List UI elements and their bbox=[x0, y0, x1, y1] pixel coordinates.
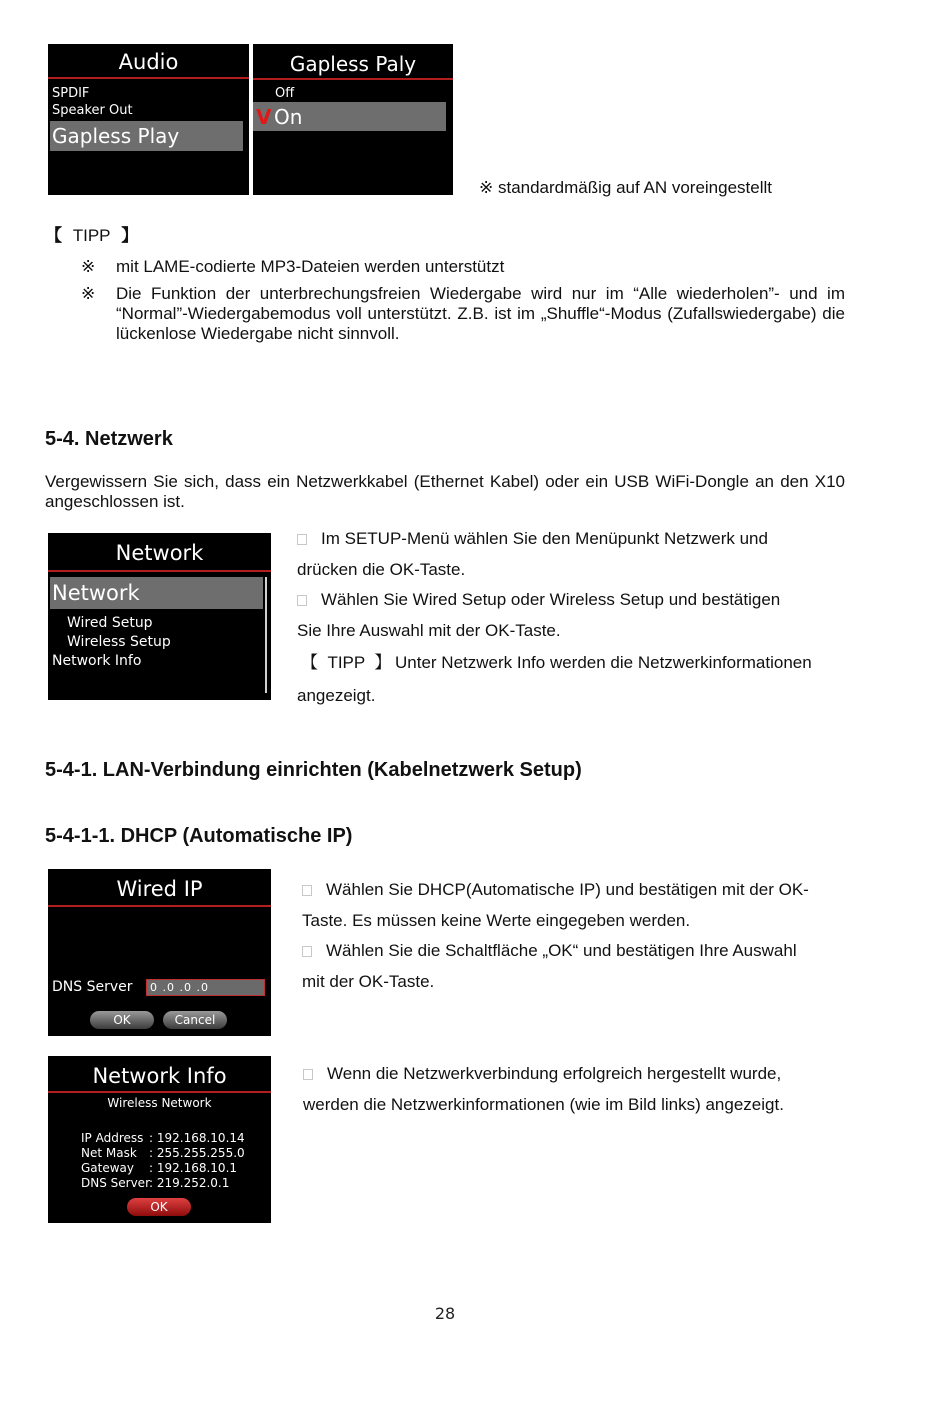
default-note: ※ standardmäßig auf AN voreingestellt bbox=[479, 178, 773, 197]
network-info-screenshot bbox=[48, 1056, 271, 1223]
checkmark-icon: V bbox=[256, 105, 272, 129]
page-number: 28 bbox=[434, 1304, 456, 1323]
gapless-menu-title: Gapless Paly bbox=[289, 52, 417, 76]
gapless-option-off: Off bbox=[275, 86, 295, 101]
tip-bracket-left: 【 bbox=[45, 226, 62, 245]
network-step-2a-text: Wählen Sie Wired Setup oder Wireless Setup und bestätigen bbox=[321, 590, 781, 609]
network-info-title: Network Info bbox=[92, 1064, 227, 1088]
info-key: Net Mask bbox=[81, 1146, 137, 1160]
info-step-2: werden die Netzwerkinformationen (wie im Bild links) angezeigt. bbox=[303, 1095, 784, 1114]
info-step-1-text: Wenn die Netzwerkverbindung erfolgreich hergestellt wurde, bbox=[327, 1064, 782, 1083]
network-tip-text-b: angezeigt. bbox=[297, 686, 376, 705]
tip-heading-text: TIPP bbox=[72, 226, 111, 245]
network-menu-item-network: Network bbox=[52, 581, 140, 605]
info-value: : 192.168.10.14 bbox=[149, 1131, 245, 1145]
audio-menu-item-speaker-out: Speaker Out bbox=[52, 103, 133, 118]
bullet-icon bbox=[297, 595, 307, 606]
audio-menu-item-spdif: SPDIF bbox=[52, 86, 90, 101]
gapless-option-on: On bbox=[274, 105, 303, 129]
network-step-1a bbox=[297, 529, 768, 549]
info-key: DNS Server bbox=[81, 1176, 150, 1190]
network-menu-title: Network bbox=[115, 541, 204, 565]
ok-button[interactable]: OK bbox=[90, 1011, 154, 1029]
network-tip-label: 【 TIPP 】 bbox=[301, 653, 392, 672]
dhcp-step-2b: mit der OK-Taste. bbox=[302, 972, 435, 991]
dhcp-step-1a bbox=[302, 880, 809, 900]
section-dhcp-heading: 5-4-1-1. DHCP (Automatische IP) bbox=[45, 825, 353, 847]
info-step-1 bbox=[303, 1064, 781, 1084]
bullet-icon bbox=[303, 1069, 313, 1080]
info-value: : 255.255.255.0 bbox=[149, 1146, 245, 1160]
dns-server-field[interactable] bbox=[146, 979, 265, 996]
bullet-icon bbox=[302, 885, 312, 896]
gapless-menu-screenshot bbox=[253, 44, 453, 195]
tip-heading bbox=[45, 226, 138, 246]
info-row-ip bbox=[81, 1131, 245, 1145]
info-value: : 219.252.0.1 bbox=[149, 1176, 230, 1190]
section-lan-heading: 5-4-1. LAN-Verbindung einrichten (Kabelnetzwerk Setup) bbox=[45, 759, 582, 781]
tip-bracket-right: 】 bbox=[121, 226, 139, 245]
audio-menu-screenshot bbox=[48, 44, 249, 195]
network-menu-item-wireless-setup: Wireless Setup bbox=[67, 634, 171, 650]
info-ok-button[interactable]: OK bbox=[127, 1198, 191, 1216]
audio-menu-title: Audio bbox=[118, 50, 179, 74]
info-value: : 192.168.10.1 bbox=[149, 1161, 238, 1175]
network-menu-item-network-info: Network Info bbox=[52, 653, 142, 669]
tip-mark-1: ※ bbox=[81, 257, 96, 276]
dns-server-value: 0 .0 .0 .0 bbox=[150, 981, 209, 994]
dhcp-step-1b: Taste. Es müssen keine Werte eingegeben werden. bbox=[302, 911, 691, 930]
info-key: Gateway bbox=[81, 1161, 135, 1175]
dhcp-step-2a-text: Wählen Sie die Schaltfläche „OK“ und bestätigen Ihre Auswahl bbox=[326, 941, 797, 960]
dhcp-step-1a-text: Wählen Sie DHCP(Automatische IP) und bestätigen mit der OK- bbox=[326, 880, 809, 899]
audio-menu-item-gapless-play: Gapless Play bbox=[52, 124, 180, 148]
info-key: IP Address bbox=[81, 1131, 144, 1145]
cancel-button[interactable]: Cancel bbox=[163, 1011, 227, 1029]
dns-server-label: DNS Server bbox=[52, 979, 133, 995]
network-menu-screenshot bbox=[48, 533, 271, 700]
section-network-intro: Vergewissern Sie sich, dass ein Netzwerkkabel (Ethernet Kabel) oder ein USB WiFi-Dongle an den X10 angeschlossen ist. bbox=[45, 472, 845, 511]
dhcp-step-2a bbox=[302, 941, 797, 961]
bullet-icon bbox=[302, 946, 312, 957]
network-step-2a bbox=[297, 590, 780, 610]
network-step-1b: drücken die OK-Taste. bbox=[297, 560, 466, 579]
info-row-netmask bbox=[81, 1146, 245, 1160]
info-row-dns bbox=[81, 1176, 229, 1190]
scrollbar bbox=[265, 577, 267, 693]
section-network-heading: 5-4. Netzwerk bbox=[45, 428, 173, 450]
info-row-gateway bbox=[81, 1161, 237, 1175]
wired-ip-title: Wired IP bbox=[116, 877, 203, 901]
network-menu-item-wired-setup: Wired Setup bbox=[67, 615, 153, 631]
tip-line-1: mit LAME-codierte MP3-Dateien werden unterstützt bbox=[116, 257, 505, 276]
wired-ip-screenshot bbox=[48, 869, 271, 1036]
network-step-1a-text: Im SETUP-Menü wählen Sie den Menüpunkt Netzwerk und bbox=[321, 529, 768, 548]
network-info-subtitle: Wireless Network bbox=[107, 1096, 212, 1110]
network-tip-text-a: Unter Netzwerk Info werden die Netzwerkinformationen bbox=[395, 653, 812, 672]
bullet-icon bbox=[297, 534, 307, 545]
network-step-2b: Sie Ihre Auswahl mit der OK-Taste. bbox=[297, 621, 561, 640]
tip-mark-2: ※ bbox=[81, 284, 96, 303]
tip-line-2: Die Funktion der unterbrechungsfreien Wiedergabe wird nur im “Alle wiederholen”- und im “Normal”-Wiedergabemodus voll unterstützt. Z.B. ist im „Shuffle“-Modus (Zufallswiedergabe) die lückenlose Wiedergabe nicht sinnvoll. bbox=[116, 284, 845, 343]
